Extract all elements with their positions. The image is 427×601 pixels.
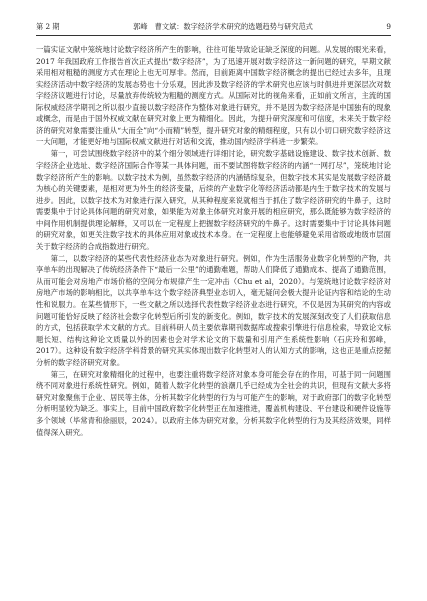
running-header bbox=[36, 22, 391, 32]
page-number: 9 bbox=[386, 22, 391, 31]
paragraph: 第三，在研究对象精细化的过程中，也要注重将数字经济对象本身可能会存在的作用，可基于同一问题围绕不同对象进行系统性研究。例如，随着人数字化转型的浪潮几乎已经成为全社会的共识，但现有文献大多将研究对象聚焦于企业、居民等主体，分析其数字化转型的行为与可能产生的影响，对于政府部门的数字化转型分析明显较为缺乏。事实上，目前中国政府数字化转型正在加速推进，覆盖机构建设、平台建设和硬件设施等多个领域（毕常青和徐丽辰，2024）。以政府主体为研究对象，分析其数字化转型的行为及其经济效果，同样值得深入研究。 bbox=[36, 369, 391, 437]
header-rule bbox=[36, 35, 391, 36]
paragraph: 第二，以数字经济的某些代表性经济业态为对象进行研究。例如，作为生活服务业数字化转型的产物，共享单车的出现解决了传统经济条件下“最后一公里”的通勤难题，帮助人们降低了通勤成本、提高了通勤范围，从而可能会对房地产市场价格的空间分布规律产生一定冲击（Chu et al，2020）。与笼统地讨论数字经济对房地产市场的影响相比，以共享单车这个数字经济典型业态切入，毫无疑问会极大提升论证内容和结论的生动性和说服力。在某些情形下，一些文献之所以选择代表性数字经济业态进行研究，不仅是因为其研究的内容或问题可能恰好反映了经济社会数字化转型后所引发的新变化。例如，数字技术的发展深刻改变了人们获取信息的方式，包括获取学术文献的方式。目前科研人员主要依靠期刊数据库或搜索引擎进行信息检索，导致论文标题长短、结构这种论文质量以外的因素也会对学术论文的下载量和引用产生系统性影响（石庆玲和郭峰，2017）。这种设有数字经济学科背景的研究其实体现出数字化转型对人的认知方式的影响，这也正是重点挖掘分析的数字经济研究对象。 bbox=[36, 253, 391, 367]
paragraph: 一篇实证文献中笼统地讨论数字经济所产生的影响，往往可能导致论证缺乏深度的问题。从发展的眼光来看，2017 年我国政府工作报告首次正式提出“数字经济”，为了迅速开展对数字经济这一新问题的研究，早期文献采用相对粗糙的测度方式在理论上也无可厚非。然而，目前距离中国数字经济概念的提出已经过去多年，且现实经济活动中数字经济的发展态势也十分乐观，因此涉及数字经济的学术研究也应该与时俱进并更深层次对数字经济议题进行讨论，尽量放弃传统较为粗糙的测度方式。从国际对比的视角来看，正如前文所言，主流的国际权威经济学期刊之所以很少直接以数字经济作为整体对象进行研究，并不是因为数字经济是中国独有的现象或概念，而是由于国外权威文献在研究对象上更为精细化。因此，为提升研究深度和可信度，未来关于数字经济的研究对象需要注重从“大而全”向“小而精”转型，提升研究对象的精细程度，只有以小切口研究数字经济这一大问题，才能更好地与国际权威文献进行对话和交流，推动国内经济学科进一步繁荣。 bbox=[36, 45, 391, 147]
issue-number: 第 2 期 bbox=[36, 22, 60, 31]
body-text bbox=[36, 44, 391, 439]
running-title: 郭峰 曹文斌：数字经济学术研究的选题趋势与研究范式 bbox=[133, 22, 313, 31]
paragraph: 第一，可尝试围绕数字经济中的某个细分领域进行详细讨论，研究数字基础设施建设、数字技术创新、数字经济企业选址、数字经济国际合作等某一具体问题，而不要试图将数字经济的内涵“一网打尽”，笼统地讨论数字经济所产生的影响。以数字技术为例，虽然数字经济的内涵错综复杂，但数字技术其实是发展数字经济最为核心的关键要素，是相对更为外生的经济变量，后续的产业数字化等经济活动都是内生于数字技术的发展与进步。因此，以数字技术为对象进行深入研究，从其种程度来说就相当于抓住了数字经济研究的牛鼻子，这时需要集中于讨论具体问题的研究对象，如果能为对象主体研究对象开展的相应研究，那么既能够为数字经济的中间作用机制提供理论解释，又可以在一定程度上把握数字经济研究的牛鼻子。这时需要集中于讨论具体问题的研究对象，如更关注数字技术的具体应用对象或技术本身。在一定程度上也能够避免采用省级或地级市层面关于数字经济的合成指数进行研究。 bbox=[36, 149, 391, 251]
